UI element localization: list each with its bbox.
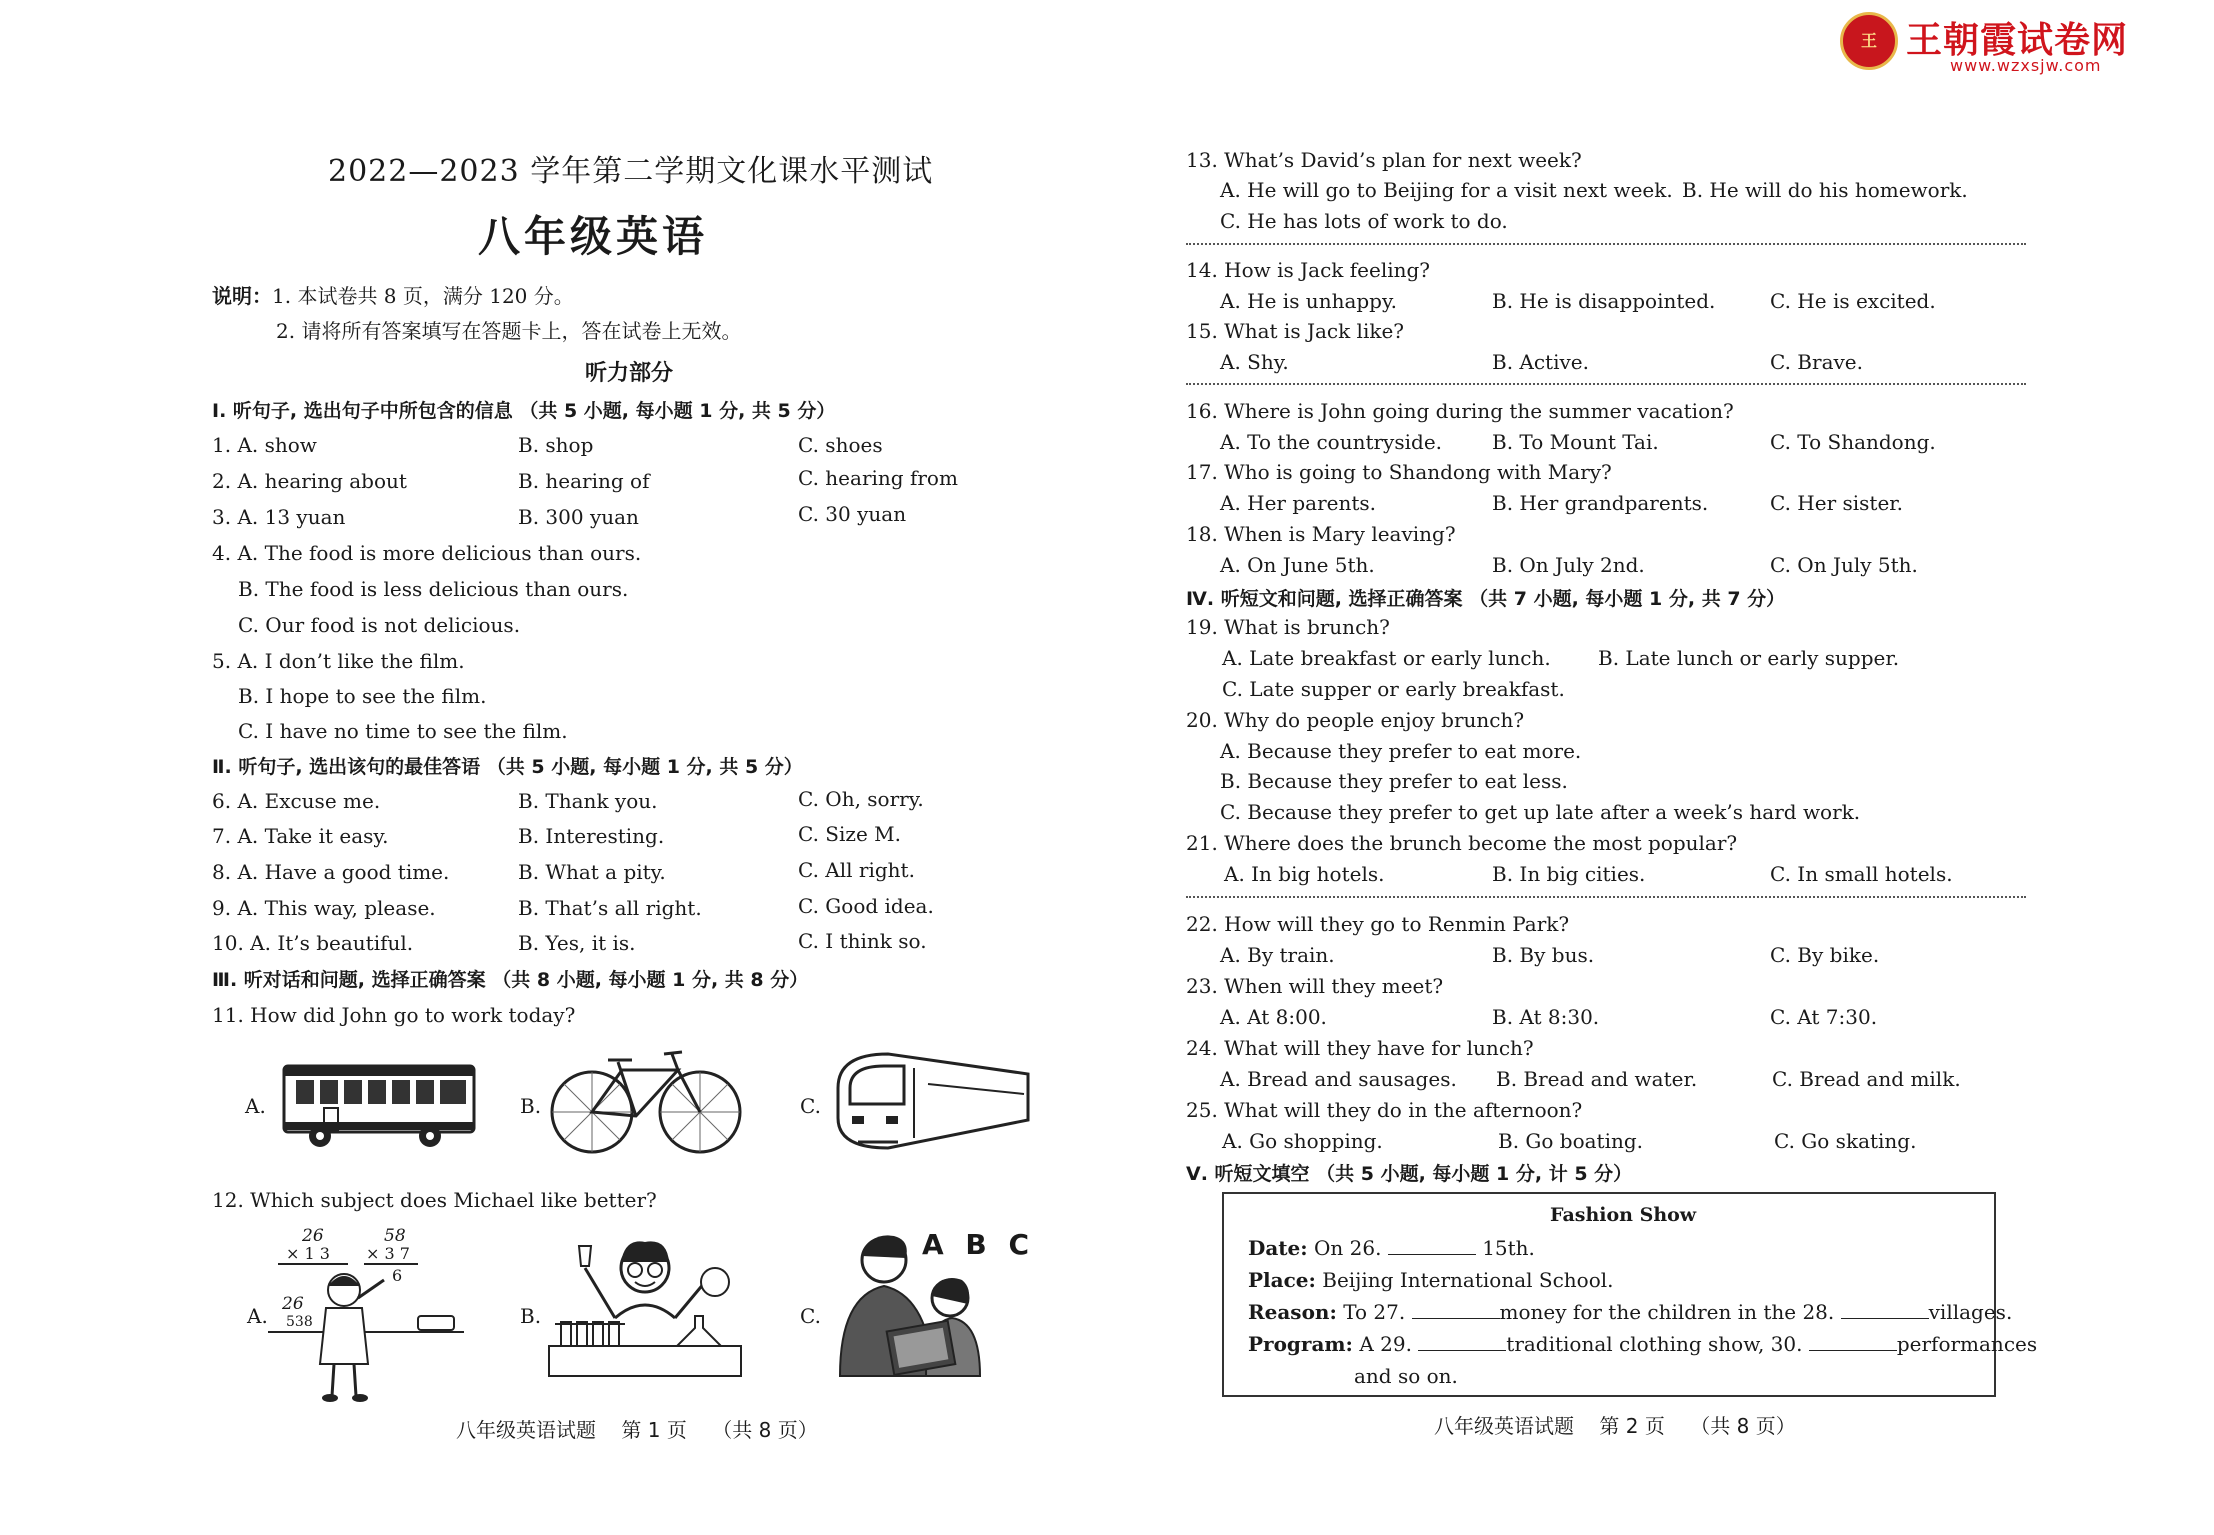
teacher-and-child-reading-icon: [830, 1226, 1040, 1386]
blank-28[interactable]: [1841, 1300, 1929, 1319]
fashion-title: Fashion Show: [1550, 1204, 1697, 1226]
fashion-program-end: and so on.: [1354, 1364, 1458, 1388]
blank-29[interactable]: [1418, 1332, 1506, 1351]
blank-26[interactable]: [1388, 1236, 1476, 1255]
date-suffix: 15th.: [1482, 1236, 1535, 1260]
fashion-date-row: [1248, 1236, 1535, 1260]
q21-stem: 21. Where does the brunch become the most popular?: [1186, 831, 1738, 855]
notes-label: 说明：: [212, 284, 272, 308]
q4-option-c: C. Our food is not delicious.: [238, 613, 521, 637]
fashion-place-row: [1248, 1268, 1614, 1292]
q16-option-b: B. To Mount Tai.: [1492, 430, 1659, 454]
q5-option-b: B. I hope to see the film.: [238, 684, 487, 708]
fashion-reason-row: [1248, 1300, 2012, 1324]
reading-picture: [830, 1226, 1040, 1386]
math-number-6: 6: [392, 1266, 403, 1285]
q3-option-b: B. 300 yuan: [518, 505, 639, 529]
q5-option-c: C. I have no time to see the film.: [238, 719, 568, 743]
q4-option-b: B. The food is less delicious than ours.: [238, 577, 629, 601]
q7-option-b: B. Interesting.: [518, 824, 665, 848]
q25-option-c: C. Go skating.: [1774, 1129, 1917, 1153]
q1-option-b: B. shop: [518, 433, 594, 457]
q10-option-a: 10. A. It’s beautiful.: [212, 931, 414, 955]
fashion-program-row: [1248, 1332, 2037, 1356]
q21-option-a: A. In big hotels.: [1224, 862, 1385, 886]
q25-stem: 25. What will they do in the afternoon?: [1186, 1098, 1583, 1122]
q17-option-a: A. Her parents.: [1220, 491, 1377, 515]
q22-option-b: B. By bus.: [1492, 943, 1595, 967]
q8-option-c: C. All right.: [798, 858, 915, 882]
q16-option-c: C. To Shandong.: [1770, 430, 1936, 454]
q16-option-a: A. To the countryside.: [1220, 430, 1443, 454]
bus-picture-icon: [280, 1060, 480, 1152]
program-middle: traditional clothing show, 30.: [1506, 1332, 1803, 1356]
math-number-58: 58: [384, 1226, 406, 1246]
q6-option-a: 6. A. Excuse me.: [212, 789, 381, 813]
q24-option-c: C. Bread and milk.: [1772, 1067, 1961, 1091]
q5-option-a: 5. A. I don’t like the film.: [212, 649, 465, 673]
q1-option-a: 1. A. show: [212, 433, 317, 457]
q2-option-b: B. hearing of: [518, 469, 650, 493]
q25-option-a: A. Go shopping.: [1222, 1129, 1383, 1153]
q18-option-b: B. On July 2nd.: [1492, 553, 1645, 577]
exam-title: 2022—2023 学年第二学期文化课水平测试: [328, 154, 934, 189]
q11-label-b: B.: [520, 1094, 542, 1118]
q18-stem: 18. When is Mary leaving?: [1186, 522, 1456, 546]
logo-seal-icon: 王: [1840, 12, 1898, 70]
q11-stem: 11. How did John go to work today?: [212, 1003, 576, 1027]
program-label: Program:: [1248, 1332, 1353, 1356]
date-label: Date:: [1248, 1236, 1308, 1260]
q11-label-c: C.: [800, 1094, 821, 1118]
q23-option-c: C. At 7:30.: [1770, 1005, 1878, 1029]
exam-subject: 八年级英语: [478, 212, 709, 261]
divider-1: [1186, 243, 2026, 245]
q13-stem: 13. What’s David’s plan for next week?: [1186, 148, 1582, 172]
divider-3: [1186, 896, 2026, 898]
q2-option-a: 2. A. hearing about: [212, 469, 407, 493]
q9-option-a: 9. A. This way, please.: [212, 896, 436, 920]
program-suffix: performances: [1896, 1332, 2038, 1356]
abc-letters: A B C: [922, 1228, 1036, 1261]
q12-label-a: A.: [247, 1304, 268, 1328]
q20-option-c: C. Because they prefer to get up late after a week’s hard work.: [1220, 800, 1861, 824]
math-multiplier-37: × 3 7: [366, 1244, 410, 1263]
math-multiplier-13: × 1 3: [286, 1244, 330, 1263]
q17-stem: 17. Who is going to Shandong with Mary?: [1186, 460, 1612, 484]
math-number-26: 26: [302, 1226, 324, 1246]
q9-option-c: C. Good idea.: [798, 894, 934, 918]
q23-option-b: B. At 8:30.: [1492, 1005, 1600, 1029]
q21-option-b: B. In big cities.: [1492, 862, 1646, 886]
q12-label-c: C.: [800, 1304, 821, 1328]
reason-prefix: To 27.: [1343, 1300, 1406, 1324]
section-1-heading: Ⅰ. 听句子, 选出句子中所包含的信息 （共 5 小题, 每小题 1 分, 共 5 分）: [212, 400, 836, 422]
q14-stem: 14. How is Jack feeling?: [1186, 258, 1431, 282]
q22-option-c: C. By bike.: [1770, 943, 1880, 967]
q23-option-a: A. At 8:00.: [1220, 1005, 1327, 1029]
divider-2: [1186, 383, 2026, 385]
q2-option-c: C. hearing from: [798, 466, 958, 490]
q7-option-c: C. Size M.: [798, 822, 901, 846]
section-2-heading: Ⅱ. 听句子, 选出该句的最佳答语 （共 5 小题, 每小题 1 分, 共 5 分）: [212, 756, 803, 778]
place-label: Place:: [1248, 1268, 1316, 1292]
q8-option-a: 8. A. Have a good time.: [212, 860, 450, 884]
footer-page-1: 八年级英语试题 第 1 页 （共 8 页）: [456, 1418, 818, 1442]
section-5-heading: Ⅴ. 听短文填空 （共 5 小题, 每小题 1 分, 计 5 分）: [1186, 1163, 1633, 1185]
blank-27[interactable]: [1412, 1300, 1500, 1319]
q22-stem: 22. How will they go to Renmin Park?: [1186, 912, 1570, 936]
q19-option-a: A. Late breakfast or early lunch.: [1222, 646, 1551, 670]
q9-option-b: B. That’s all right.: [518, 896, 702, 920]
q15-option-b: B. Active.: [1492, 350, 1589, 374]
q23-stem: 23. When will they meet?: [1186, 974, 1444, 998]
math-picture: [268, 1226, 468, 1406]
q15-option-a: A. Shy.: [1220, 350, 1289, 374]
reason-label: Reason:: [1248, 1300, 1337, 1324]
q13-option-a: A. He will go to Beijing for a visit next week.: [1220, 178, 1673, 202]
math-result-538: 538: [286, 1314, 313, 1330]
footer-page-2: 八年级英语试题 第 2 页 （共 8 页）: [1434, 1414, 1796, 1438]
reason-suffix: villages.: [1928, 1300, 2013, 1324]
section-3-heading: Ⅲ. 听对话和问题, 选择正确答案 （共 8 小题, 每小题 1 分, 共 8 分）: [212, 969, 809, 991]
q15-option-c: C. Brave.: [1770, 350, 1863, 374]
q4-option-a: 4. A. The food is more delicious than ours.: [212, 541, 642, 565]
q22-option-a: A. By train.: [1220, 943, 1335, 967]
q1-option-c: C. shoes: [798, 433, 883, 457]
q15-stem: 15. What is Jack like?: [1186, 319, 1405, 343]
q17-option-b: B. Her grandparents.: [1492, 491, 1709, 515]
q14-option-a: A. He is unhappy.: [1220, 289, 1397, 313]
reason-middle: money for the children in the 28.: [1499, 1300, 1835, 1324]
q16-stem: 16. Where is John going during the summer vacation?: [1186, 399, 1734, 423]
q3-option-a: 3. A. 13 yuan: [212, 505, 346, 529]
q24-option-b: B. Bread and water.: [1496, 1067, 1698, 1091]
notes-line-2: 2. 请将所有答案填写在答题卡上，答在试卷上无效。: [276, 319, 742, 343]
q11-label-a: A.: [245, 1094, 266, 1118]
q25-option-b: B. Go boating.: [1498, 1129, 1644, 1153]
fashion-show-box: [1222, 1192, 2038, 1397]
site-logo: [1840, 10, 2160, 78]
q13-option-b: B. He will do his homework.: [1682, 178, 1968, 202]
blank-30[interactable]: [1809, 1332, 1897, 1351]
q19-stem: 19. What is brunch?: [1186, 615, 1390, 639]
girl-at-blackboard-icon: [268, 1226, 468, 1406]
place-value: Beijing International School.: [1322, 1268, 1614, 1292]
math-partial-26: 26: [282, 1294, 304, 1314]
q20-stem: 20. Why do people enjoy brunch?: [1186, 708, 1525, 732]
q19-option-c: C. Late supper or early breakfast.: [1222, 677, 1565, 701]
q21-option-c: C. In small hotels.: [1770, 862, 1953, 886]
q19-option-b: B. Late lunch or early supper.: [1598, 646, 1900, 670]
q6-option-b: B. Thank you.: [518, 789, 658, 813]
q20-option-b: B. Because they prefer to eat less.: [1220, 769, 1568, 793]
train-picture-icon: [828, 1048, 1038, 1160]
q18-option-a: A. On June 5th.: [1220, 553, 1375, 577]
science-picture-icon: [545, 1232, 745, 1382]
q24-option-a: A. Bread and sausages.: [1220, 1067, 1457, 1091]
q20-option-a: A. Because they prefer to eat more.: [1220, 739, 1582, 763]
q8-option-b: B. What a pity.: [518, 860, 666, 884]
date-prefix: On 26.: [1314, 1236, 1382, 1260]
program-prefix: A 29.: [1359, 1332, 1412, 1356]
notes-line-1: 1. 本试卷共 8 页，满分 120 分。: [272, 284, 574, 308]
q14-option-b: B. He is disappointed.: [1492, 289, 1716, 313]
q6-option-c: C. Oh, sorry.: [798, 787, 924, 811]
q14-option-c: C. He is excited.: [1770, 289, 1936, 313]
q7-option-a: 7. A. Take it easy.: [212, 824, 389, 848]
q10-option-b: B. Yes, it is.: [518, 931, 636, 955]
q10-option-c: C. I think so.: [798, 929, 927, 953]
q24-stem: 24. What will they have for lunch?: [1186, 1036, 1534, 1060]
q18-option-c: C. On July 5th.: [1770, 553, 1918, 577]
logo-url: www.wzxsjw.com: [1950, 56, 2102, 75]
q3-option-c: C. 30 yuan: [798, 502, 907, 526]
logo-brand: 王朝霞试卷网: [1906, 20, 2129, 61]
q13-option-c: C. He has lots of work to do.: [1220, 209, 1508, 233]
q12-stem: 12. Which subject does Michael like better?: [212, 1188, 657, 1212]
q12-label-b: B.: [520, 1304, 542, 1328]
section-4-heading: Ⅳ. 听短文和问题, 选择正确答案 （共 7 小题, 每小题 1 分, 共 7 分）: [1186, 588, 1786, 610]
bicycle-picture-icon: [548, 1046, 744, 1158]
q17-option-c: C. Her sister.: [1770, 491, 1904, 515]
listening-section-title: 听力部分: [585, 361, 674, 386]
